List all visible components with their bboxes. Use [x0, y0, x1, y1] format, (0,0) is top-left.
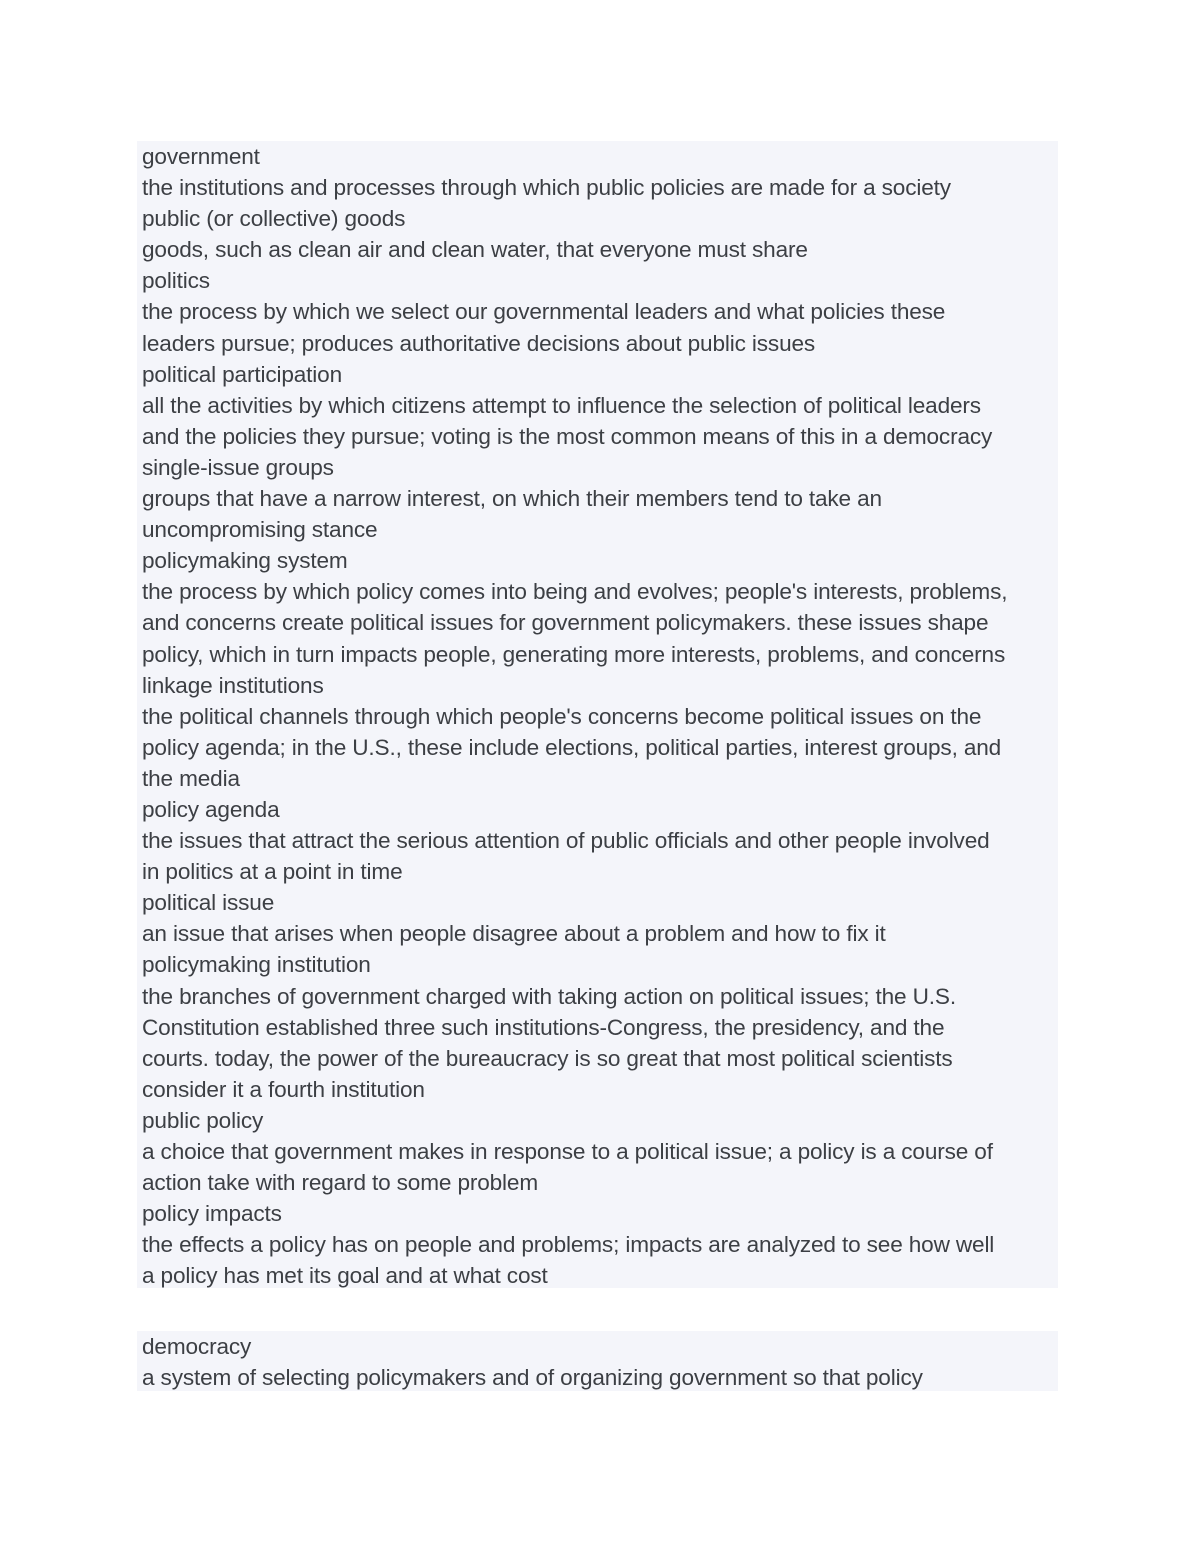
definition-line: policy agenda; in the U.S., these include elections, political parties, interest groups, and	[142, 734, 1002, 760]
definition-line: groups that have a narrow interest, on which their members tend to take an	[142, 486, 882, 512]
definition-line: the political channels through which people's concerns become political issues on the	[142, 703, 982, 729]
term: policy impacts	[142, 1201, 282, 1227]
definition-line: in politics at a point in time	[142, 859, 403, 885]
term: policy agenda	[142, 796, 280, 822]
term: politics	[142, 268, 210, 294]
definition-line: the branches of government charged with taking action on political issues; the U.S.	[142, 983, 956, 1009]
definition-line: consider it a fourth institution	[142, 1076, 425, 1102]
flashcard-block-2	[137, 1331, 1058, 1391]
definition-line: a choice that government makes in response to a political issue; a policy is a course of	[142, 1139, 993, 1164]
flashcard-block-1	[137, 141, 1058, 1288]
definition-line: a system of selecting policymakers and of organizing government so that policy	[142, 1365, 923, 1391]
term: linkage institutions	[142, 672, 324, 698]
definition-line: the issues that attract the serious attention of public officials and other people involved	[142, 828, 990, 854]
definition-line: all the activities by which citizens attempt to influence the selection of political leaders	[142, 392, 981, 418]
term: political participation	[142, 361, 343, 387]
definition-line: action take with regard to some problem	[142, 1170, 539, 1196]
definition-line: Constitution established three such institutions-Congress, the presidency, and the	[142, 1014, 945, 1040]
definition-line: an issue that arises when people disagree about a problem and how to fix it	[142, 921, 886, 947]
term: policymaking institution	[142, 952, 371, 978]
term: public policy	[142, 1107, 264, 1133]
definition-line: leaders pursue; produces authoritative decisions about public issues	[142, 330, 816, 356]
term: policymaking system	[142, 548, 348, 574]
term: political issue	[142, 890, 275, 916]
definition-line: uncompromising stance	[142, 517, 378, 543]
definition-line: and the policies they pursue; voting is the most common means of this in a democracy	[142, 423, 993, 449]
definition-line: the institutions and processes through which public policies are made for a society	[142, 175, 951, 201]
definition-line: the process by which policy comes into being and evolves; people's interests, problems,	[142, 579, 1008, 605]
definition-line: the process by which we select our governmental leaders and what policies these	[142, 299, 946, 325]
definition-line: the media	[142, 765, 240, 791]
term: public (or collective) goods	[142, 206, 406, 232]
term: single-issue groups	[142, 454, 334, 480]
definition-line: a policy has met its goal and at what cost	[142, 1263, 548, 1289]
definition-line: courts. today, the power of the bureaucracy is so great that most political scientists	[142, 1045, 953, 1071]
definition-line: policy, which in turn impacts people, generating more interests, problems, and concerns	[142, 641, 1006, 667]
definition-line: goods, such as clean air and clean water, that everyone must share	[142, 237, 808, 263]
definition-line: the effects a policy has on people and problems; impacts are analyzed to see how well	[142, 1232, 995, 1258]
term: democracy	[142, 1334, 252, 1359]
definition-line: and concerns create political issues for government policymakers. these issues shape	[142, 610, 989, 636]
term: government	[142, 144, 260, 169]
